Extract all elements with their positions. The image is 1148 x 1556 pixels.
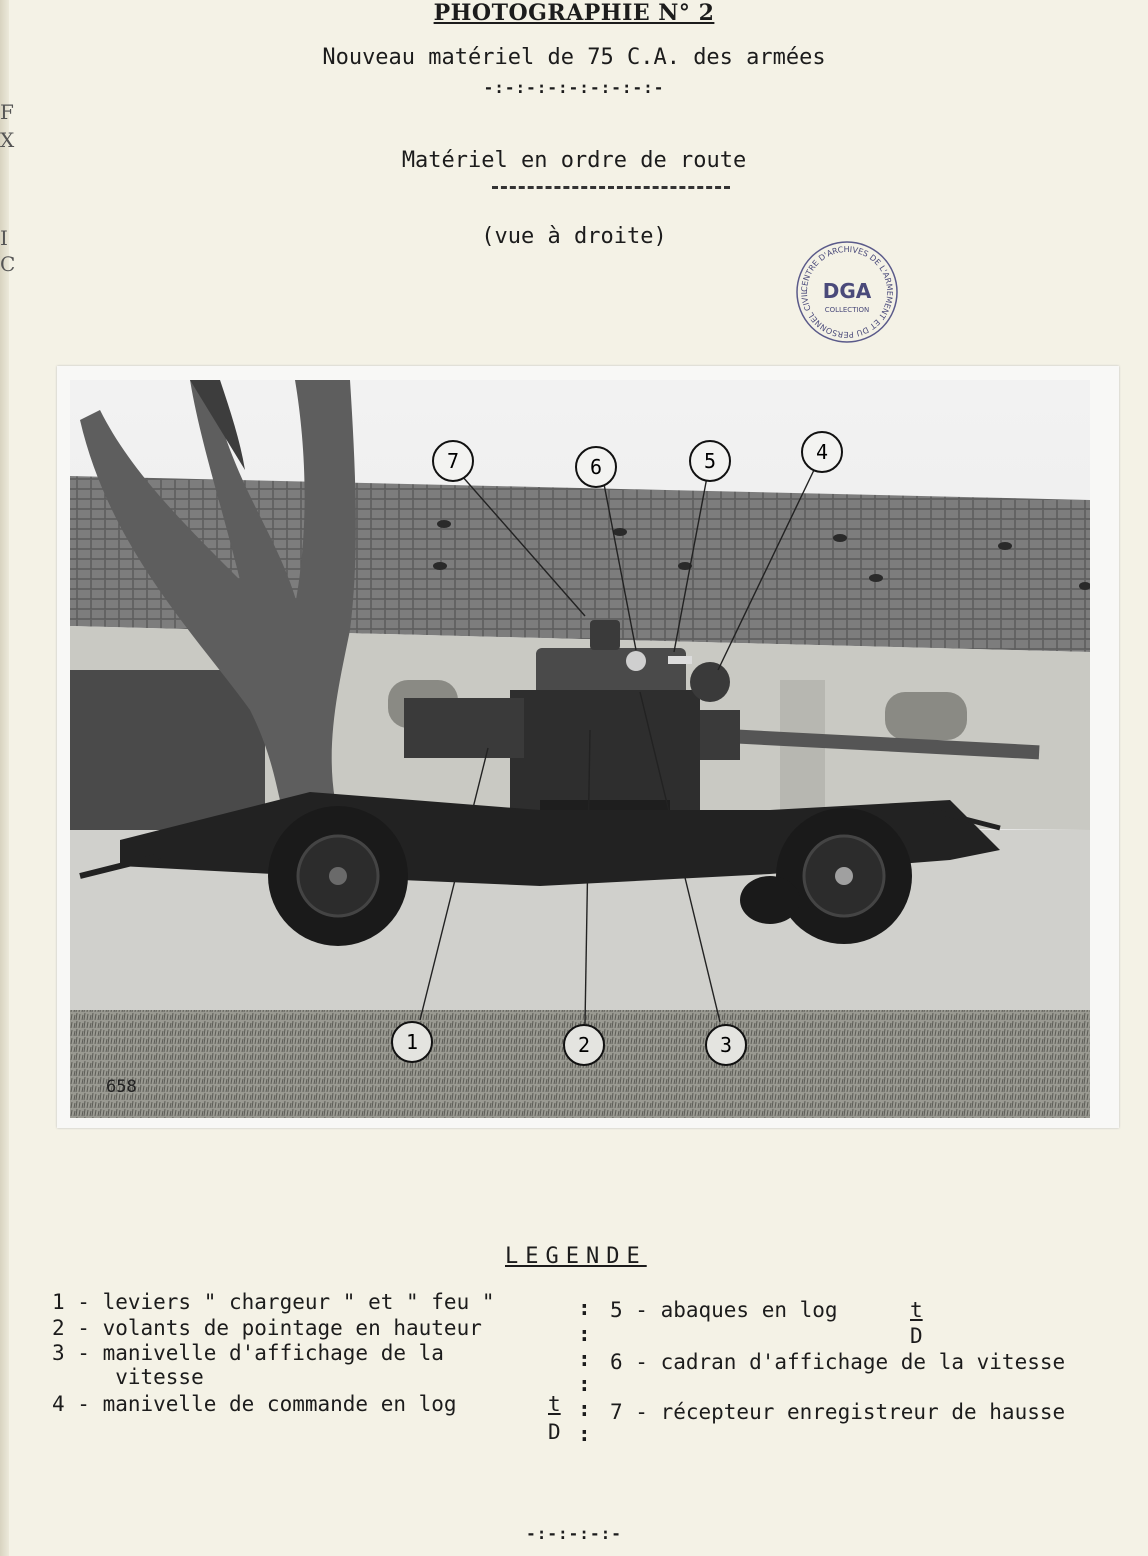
legend-right-item-5: 5 - abaques en log (610, 1298, 838, 1322)
edge-glyph: F (0, 100, 14, 124)
callout-7 (433, 441, 473, 481)
legend-left-item-4: 4 - manivelle de commande en log (52, 1392, 457, 1416)
legend-separator: : (578, 1296, 591, 1320)
legend-right-fraction-num: t (910, 1298, 923, 1322)
edge-glyph: C (0, 252, 16, 276)
view-caption: (vue à droite) (481, 224, 667, 249)
callout-6 (576, 447, 616, 487)
legend-left-item-1: 1 - leviers " chargeur " et " feu " (52, 1290, 495, 1314)
document-title: PHOTOGRAPHIE N° 2 (433, 0, 715, 26)
stamp-sub: COLLECTION (824, 306, 870, 314)
gun-photograph (70, 380, 1090, 1118)
legend-separator: : (578, 1322, 591, 1346)
svg-text:1: 1 (405, 1030, 419, 1054)
legend-separator: : (578, 1422, 591, 1446)
legend-right-fraction-den: D (910, 1324, 923, 1348)
callout-1 (392, 1022, 432, 1062)
svg-text:4: 4 (815, 440, 829, 464)
svg-text:2: 2 (577, 1033, 591, 1057)
legend-separator: : (578, 1397, 591, 1421)
wheel-right (776, 808, 912, 944)
section-heading: Matériel en ordre de route (401, 148, 747, 173)
svg-text:5: 5 (703, 449, 717, 473)
edge-glyph: X (0, 128, 15, 152)
svg-text:3: 3 (719, 1033, 733, 1057)
heading-underline (492, 186, 730, 189)
legend-left-item-3: 3 - manivelle d'affichage de la (52, 1341, 444, 1365)
legend-left-item-3-cont: vitesse (52, 1365, 204, 1389)
legend-title: LEGENDE (505, 1244, 647, 1269)
legend-right-item-7: 7 - récepteur enregistreur de hausse (610, 1400, 1066, 1424)
wheel-left (268, 806, 408, 946)
archive-stamp (795, 240, 899, 344)
callout-5 (690, 441, 730, 481)
decorative-divider: -:-:-:-:-:-:-:-:- (483, 78, 665, 97)
legend-separator: : (578, 1372, 591, 1396)
stamp-ring-text: CENTRE D'ARCHIVES DE L'ARMEMENT ET DU PERSONNEL CIVIL (799, 244, 895, 340)
svg-text:6: 6 (589, 455, 603, 479)
callout-4 (802, 432, 842, 472)
legend-separator: : (578, 1347, 591, 1371)
legend-left-fraction-num: t (548, 1392, 561, 1416)
callout-2 (564, 1025, 604, 1065)
document-subtitle: Nouveau matériel de 75 C.A. des armées (322, 45, 826, 70)
legend-right-item-6: 6 - cadran d'affichage de la vitesse (610, 1350, 1066, 1374)
legend-left-fraction-den: D (548, 1420, 561, 1444)
edge-glyph: I (0, 226, 8, 250)
svg-text:7: 7 (446, 449, 460, 473)
legend-left-item-2: 2 - volants de pointage en hauteur (52, 1316, 482, 1340)
stamp-logo: DGA (822, 279, 872, 303)
photo-number: 658 (106, 1077, 137, 1097)
callout-3 (706, 1025, 746, 1065)
footer-divider: -:-:-:-:- (526, 1524, 622, 1543)
